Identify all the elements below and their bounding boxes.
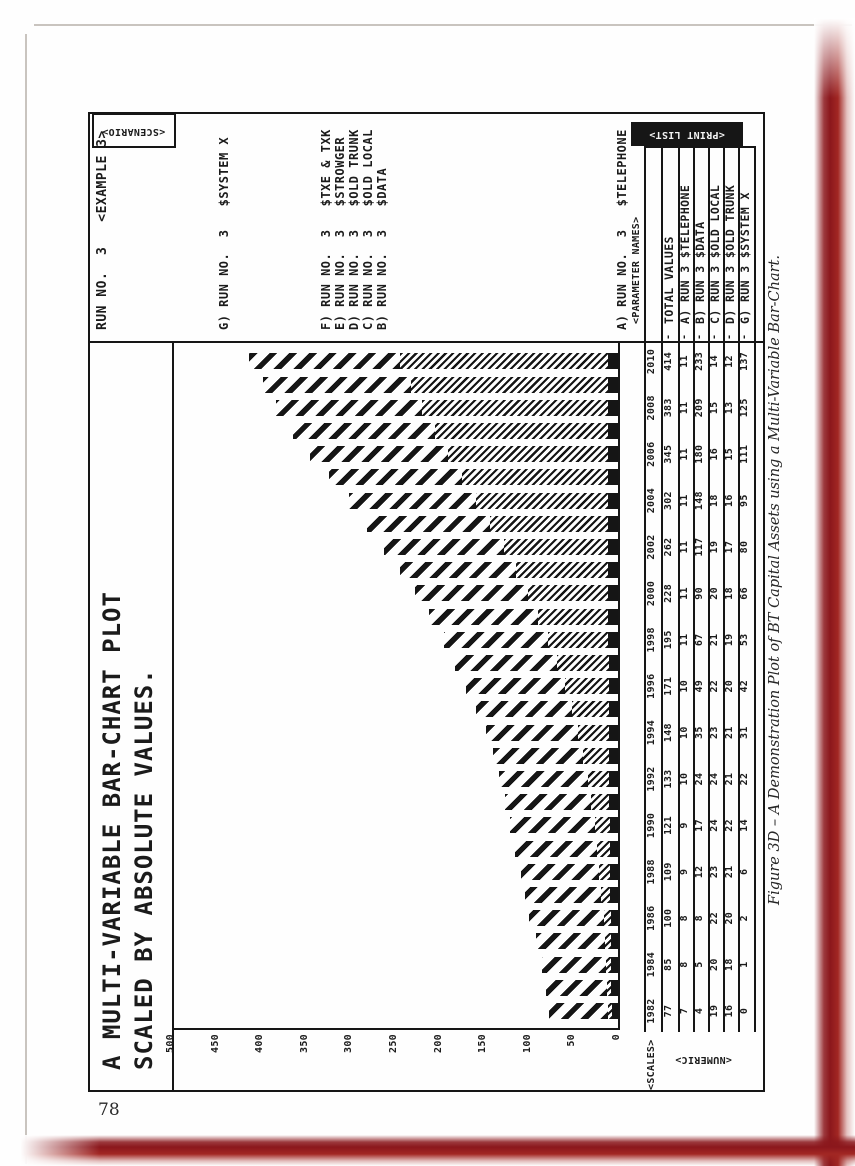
page-edge-top: [34, 24, 852, 26]
bar-segment-solid: [609, 771, 618, 787]
bar-segment-solid: [608, 632, 618, 648]
table-value: 228: [663, 583, 674, 603]
bar-segment-solid: [611, 933, 618, 949]
table-value: 22: [709, 679, 720, 693]
table-value: 137: [739, 351, 750, 371]
table-value: 53: [739, 633, 750, 647]
bar-segment-coarse-hatch: [542, 957, 606, 973]
table-value: 171: [663, 676, 674, 696]
bar-year-1983: [546, 980, 618, 996]
table-value: 16: [724, 494, 735, 507]
bar-year-2005: [329, 469, 618, 485]
bar-segment-solid: [608, 516, 618, 532]
table-right-border: [644, 146, 756, 148]
bar-year-1999: [429, 609, 618, 625]
table-row-dash: -: [724, 333, 735, 340]
title-divider-line: [172, 341, 174, 1092]
y-tick-100: 100: [521, 1034, 533, 1053]
table-value: 11: [679, 494, 690, 507]
y-tick-300: 300: [343, 1034, 355, 1053]
bar-segment-dense-hatch: [462, 469, 608, 485]
table-value: 148: [663, 723, 674, 743]
bar-segment-dense-hatch: [588, 771, 609, 787]
table-value: 13: [724, 401, 735, 415]
table-value: 67: [694, 633, 705, 647]
table-value: 35: [694, 726, 705, 739]
bar-year-1995: [476, 701, 618, 717]
bar-year-2008: [276, 400, 618, 416]
bar-segment-coarse-hatch: [549, 1003, 608, 1019]
bar-year-2001: [400, 562, 619, 578]
bar-segment-solid: [610, 841, 618, 857]
y-tick-150: 150: [477, 1034, 489, 1053]
bar-segment-coarse-hatch: [486, 725, 578, 741]
table-value: 209: [694, 398, 705, 418]
bar-segment-coarse-hatch: [476, 701, 572, 717]
bar-year-1991: [505, 794, 618, 810]
bar-segment-coarse-hatch: [367, 516, 491, 532]
table-year-2008: 2008: [646, 395, 657, 421]
scales-tag-label: <SCALES>: [646, 1039, 657, 1090]
y-axis-line: [172, 1028, 620, 1030]
y-tick-450: 450: [209, 1034, 221, 1053]
table-value: 23: [709, 865, 720, 879]
table-row-label-2: B) RUN 3 $DATA: [693, 221, 707, 324]
table-row-dash: -: [694, 333, 705, 340]
bar-segment-solid: [611, 957, 618, 973]
table-value: 148: [694, 491, 705, 511]
table-value: 95: [739, 494, 750, 507]
table-value: 10: [679, 726, 690, 739]
bar-year-2006: [310, 446, 618, 462]
table-year-2004: 2004: [646, 487, 657, 514]
bar-segment-dense-hatch: [599, 864, 610, 880]
table-year-1992: 1992: [646, 766, 657, 792]
bar-segment-coarse-hatch: [536, 933, 606, 949]
bar-year-1987: [525, 887, 618, 903]
bar-segment-solid: [608, 539, 618, 555]
bar-segment-solid: [609, 725, 618, 741]
bar-segment-coarse-hatch: [466, 678, 566, 694]
table-year-1982: 1982: [646, 998, 657, 1024]
bar-segment-solid: [612, 1003, 618, 1019]
bar-segment-solid: [610, 887, 618, 903]
bar-segment-solid: [608, 609, 618, 625]
table-value: 20: [724, 911, 735, 925]
bar-year-1988: [521, 864, 618, 880]
bar-year-2000: [415, 585, 618, 601]
table-value: 5: [694, 961, 705, 968]
table-value: 109: [663, 862, 674, 882]
table-value: 24: [694, 772, 705, 786]
table-row-label-3: C) RUN 3 $OLD LOCAL: [708, 184, 722, 324]
table-value: 17: [694, 819, 705, 832]
bar-year-2009: [263, 377, 619, 393]
bar-year-1998: [444, 632, 618, 648]
table-year-2000: 2000: [646, 580, 657, 607]
parameter-names-label: <PARAMETER NAMES>: [631, 216, 642, 324]
bar-year-1992: [499, 771, 618, 787]
table-value: 2: [739, 915, 750, 922]
table-value: 22: [739, 772, 750, 786]
table-value: 117: [694, 537, 705, 557]
bar-year-1985: [536, 933, 619, 949]
table-value: 15: [724, 447, 735, 461]
red-scan-edge-bottom: [20, 1135, 855, 1166]
bar-segment-dense-hatch: [583, 748, 609, 764]
table-value: 49: [694, 679, 705, 693]
bar-segment-coarse-hatch: [293, 423, 434, 439]
bar-segment-dense-hatch: [595, 817, 610, 833]
y-tick-350: 350: [298, 1034, 310, 1053]
bar-segment-coarse-hatch: [444, 632, 548, 648]
table-row-dash: -: [709, 333, 720, 340]
table-value: 302: [663, 491, 674, 511]
figure-3d-rotated: [88, 112, 765, 1092]
bar-segment-solid: [611, 910, 618, 926]
bar-segment-dense-hatch: [572, 701, 610, 717]
y-tick-0: 0: [611, 1034, 622, 1041]
y-tick-400: 400: [254, 1034, 266, 1053]
table-value: 414: [663, 351, 674, 371]
table-row-label-0: TOTAL VALUES: [662, 236, 676, 324]
table-value: 90: [694, 587, 705, 600]
bar-year-1993: [493, 748, 618, 764]
table-value: 20: [709, 958, 720, 971]
table-value: 0: [739, 1007, 750, 1015]
bar-segment-solid: [609, 655, 618, 671]
table-value: 8: [694, 915, 705, 922]
run-header: RUN NO. 3 <EXAMPLE 3>: [95, 130, 110, 330]
bar-segment-coarse-hatch: [415, 585, 528, 601]
bar-segment-dense-hatch: [504, 539, 608, 555]
bar-segment-coarse-hatch: [276, 400, 421, 416]
table-row-dash: -: [679, 333, 690, 340]
table-value: 11: [679, 633, 690, 647]
print-list-tag-label: <PRINT LIST>: [649, 129, 725, 141]
bar-segment-coarse-hatch: [429, 609, 538, 625]
table-value: 383: [663, 398, 674, 418]
table-value: 9: [679, 822, 690, 829]
bar-segment-solid: [611, 980, 618, 996]
table-year-1986: 1986: [646, 905, 657, 931]
table-year-2006: 2006: [646, 441, 657, 467]
bar-year-1996: [466, 678, 619, 694]
bar-segment-dense-hatch: [597, 841, 610, 857]
table-value: 16: [724, 1004, 735, 1018]
table-value: 18: [709, 494, 720, 507]
bar-segment-coarse-hatch: [525, 887, 602, 903]
bar-segment-coarse-hatch: [400, 562, 516, 578]
legend-item-a: A) RUN NO. 3 $TELEPHONE: [615, 129, 629, 330]
bar-segment-solid: [608, 353, 618, 369]
table-row-label-4: D) RUN 3 $OLD TRUNK: [723, 184, 737, 324]
table-row-label-5: G) RUN 3 $SYSTEM X: [738, 192, 752, 324]
table-value: 133: [663, 769, 674, 789]
y-tick-250: 250: [388, 1034, 399, 1053]
bar-year-2002: [384, 539, 618, 555]
bar-segment-coarse-hatch: [515, 841, 597, 857]
table-value: 23: [709, 726, 720, 739]
table-value: 233: [694, 351, 705, 371]
bar-year-1984: [542, 957, 618, 973]
bar-segment-solid: [608, 446, 618, 462]
table-value: 4: [694, 1007, 705, 1015]
bar-segment-solid: [609, 701, 618, 717]
chart-title-line1: A MULTI-VARIABLE BAR-CHART PLOT: [98, 591, 126, 1070]
table-value: 345: [663, 444, 674, 464]
table-value: 85: [663, 958, 674, 971]
bar-year-1986: [529, 910, 618, 926]
bar-segment-coarse-hatch: [529, 910, 604, 926]
bar-segment-solid: [608, 469, 618, 485]
bar-segment-solid: [609, 678, 618, 694]
table-value: 11: [679, 587, 690, 600]
table-value: 111: [739, 444, 750, 464]
table-value: 24: [709, 819, 720, 832]
bar-year-1994: [486, 725, 618, 741]
table-value: 10: [679, 772, 690, 786]
y-tick-200: 200: [432, 1034, 444, 1053]
table-value: 19: [709, 540, 720, 554]
table-value: 100: [663, 908, 674, 928]
table-year-1994: 1994: [646, 719, 657, 746]
bar-segment-coarse-hatch: [249, 353, 401, 369]
bar-segment-coarse-hatch: [499, 771, 587, 787]
table-value: 8: [679, 915, 690, 922]
bar-segment-dense-hatch: [448, 446, 609, 462]
table-value: 18: [724, 587, 735, 600]
table-value: 12: [724, 355, 735, 368]
table-value: 262: [663, 537, 674, 557]
bar-segment-coarse-hatch: [493, 748, 583, 764]
numeric-tag-box: [654, 1046, 752, 1064]
table-value: 31: [739, 726, 750, 739]
bar-segment-solid: [610, 817, 618, 833]
table-value: 19: [709, 1004, 720, 1018]
legend-item-g: G) RUN NO. 3 $SYSTEM X: [217, 136, 231, 330]
table-value: 21: [724, 865, 735, 879]
legend-item-d: D) RUN NO. 3 $OLD TRUNK: [347, 129, 361, 330]
table-value: 80: [739, 540, 750, 554]
figure-landscape-canvas: [88, 112, 765, 1092]
table-value: 11: [679, 355, 690, 368]
table-value: 19: [724, 633, 735, 647]
bar-year-2004: [349, 493, 618, 509]
bar-year-2010: [249, 353, 618, 369]
table-year-2002: 2002: [646, 534, 657, 560]
numeric-tag-label: <NUMERIC>: [674, 1054, 732, 1065]
bar-segment-coarse-hatch: [505, 794, 592, 810]
legend-item-b: B) RUN NO. 3 $DATA: [375, 167, 389, 330]
table-row-label-1: A) RUN 3 $TELEPHONE: [678, 184, 692, 324]
bar-segment-solid: [608, 562, 618, 578]
bar-segment-dense-hatch: [400, 353, 608, 369]
bar-segment-solid: [608, 377, 618, 393]
bar-year-2003: [367, 516, 619, 532]
bar-year-1990: [510, 817, 618, 833]
bar-segment-coarse-hatch: [455, 655, 557, 671]
legend-item-c: C) RUN NO. 3 $OLD LOCAL: [361, 129, 375, 330]
table-value: 8: [679, 961, 690, 968]
bar-segment-solid: [608, 423, 618, 439]
table-value: 21: [724, 726, 735, 739]
table-value: 125: [739, 398, 750, 418]
bar-segment-dense-hatch: [538, 609, 608, 625]
bar-year-1997: [455, 655, 618, 671]
table-value: 22: [709, 911, 720, 925]
figure-caption-box: [756, 255, 794, 905]
bar-segment-dense-hatch: [565, 678, 609, 694]
table-value: 6: [739, 868, 750, 875]
figure-caption: Figure 3D – A Demonstration Plot of BT Capital Assets using a Multi-Variable Bar-Chart.: [767, 255, 783, 905]
bar-segment-dense-hatch: [528, 585, 608, 601]
bar-segment-dense-hatch: [557, 655, 609, 671]
table-value: 24: [709, 772, 720, 786]
chart-title-line2: SCALED BY ABSOLUTE VALUES.: [130, 668, 158, 1070]
table-value: 7: [679, 1007, 690, 1015]
bar-segment-solid: [610, 864, 618, 880]
bar-segment-coarse-hatch: [349, 493, 477, 509]
table-year-1998: 1998: [646, 627, 657, 653]
table-row-dash: -: [739, 333, 750, 340]
table-year-1996: 1996: [646, 673, 657, 699]
table-value: 121: [663, 815, 674, 835]
bar-segment-coarse-hatch: [521, 864, 600, 880]
page-number: 78: [98, 1100, 120, 1120]
legend-item-e: E) RUN NO. 3 $STROWGER: [333, 136, 347, 330]
x-baseline: [618, 341, 620, 1030]
bar-segment-coarse-hatch: [310, 446, 447, 462]
bar-segment-coarse-hatch: [329, 469, 462, 485]
bar-segment-coarse-hatch: [546, 980, 608, 996]
red-scan-edge-right: [814, 18, 855, 1166]
bar-segment-dense-hatch: [516, 562, 608, 578]
legend-item-f: F) RUN NO. 3 $TXE & TXK: [319, 129, 333, 330]
bar-segment-dense-hatch: [548, 632, 608, 648]
bar-segment-coarse-hatch: [510, 817, 595, 833]
bar-year-2007: [293, 423, 618, 439]
table-value: 9: [679, 868, 690, 875]
bar-segment-dense-hatch: [411, 377, 608, 393]
bar-segment-coarse-hatch: [263, 377, 412, 393]
bar-year-1982: [549, 1003, 618, 1019]
table-value: 195: [663, 630, 674, 650]
table-value: 11: [679, 447, 690, 461]
table-value: 180: [694, 444, 705, 464]
bar-segment-solid: [608, 493, 618, 509]
table-value: 15: [709, 401, 720, 415]
bar-segment-dense-hatch: [422, 400, 608, 416]
bar-segment-dense-hatch: [578, 725, 609, 741]
table-value: 66: [739, 587, 750, 600]
table-value: 1: [739, 961, 750, 968]
page-edge-left: [25, 34, 27, 1164]
table-value: 77: [663, 1004, 674, 1018]
table-value: 16: [709, 447, 720, 461]
bar-segment-solid: [609, 748, 618, 764]
bar-segment-dense-hatch: [604, 910, 611, 926]
table-value: 42: [739, 679, 750, 693]
bar-segment-solid: [609, 794, 618, 810]
table-row-dash: -: [663, 333, 674, 340]
bar-segment-dense-hatch: [435, 423, 609, 439]
bar-segment-dense-hatch: [601, 887, 610, 903]
table-value: 20: [724, 679, 735, 693]
scenario-tag-label: <SCENARIO>: [102, 125, 166, 137]
table-value: 22: [724, 819, 735, 832]
y-tick-500: 500: [165, 1034, 176, 1053]
y-tick-50: 50: [566, 1034, 578, 1047]
table-value: 21: [724, 772, 735, 786]
table-year-1988: 1988: [646, 859, 657, 885]
table-value: 14: [739, 819, 750, 832]
table-value: 21: [709, 633, 720, 647]
table-year-2010: 2010: [646, 348, 657, 375]
table-value: 11: [679, 540, 690, 554]
bar-segment-dense-hatch: [591, 794, 609, 810]
bar-segment-coarse-hatch: [384, 539, 504, 555]
table-value: 20: [709, 587, 720, 600]
table-year-1984: 1984: [646, 951, 657, 978]
table-value: 17: [724, 540, 735, 554]
bar-year-1989: [515, 841, 618, 857]
bar-segment-dense-hatch: [476, 493, 608, 509]
bar-segment-dense-hatch: [490, 516, 608, 532]
table-value: 10: [679, 679, 690, 693]
table-value: 14: [709, 355, 720, 368]
bar-segment-solid: [608, 585, 618, 601]
table-value: 11: [679, 401, 690, 415]
table-year-1990: 1990: [646, 812, 657, 839]
bar-segment-solid: [608, 400, 618, 416]
table-value: 12: [694, 865, 705, 879]
print-list-tag-box: [631, 122, 743, 146]
table-value: 18: [724, 958, 735, 971]
